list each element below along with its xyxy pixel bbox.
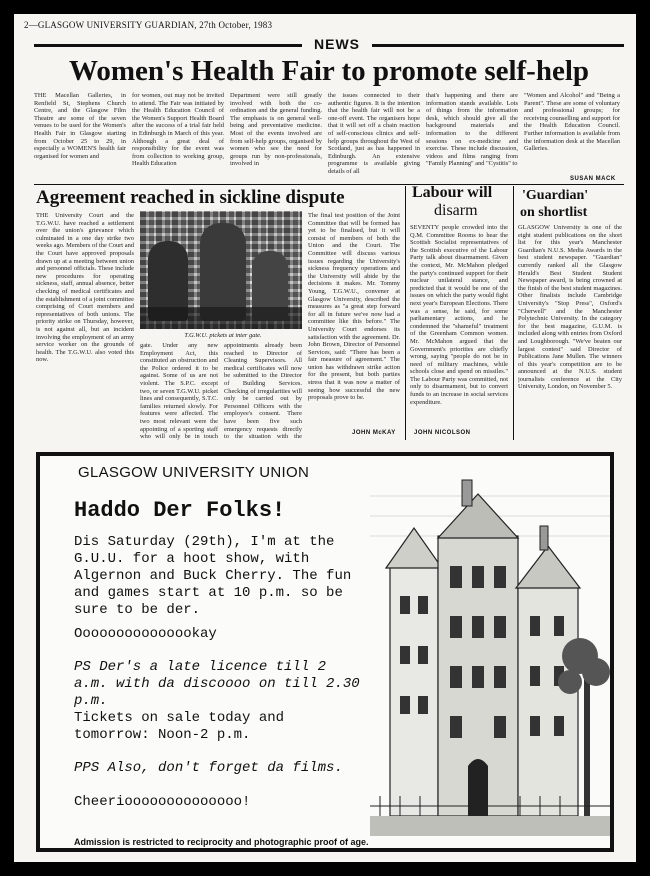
masthead: 2—GLASGOW UNIVERSITY GUARDIAN, 27th October, 1983 bbox=[24, 20, 273, 30]
union-building-illustration bbox=[370, 476, 610, 836]
section-rule-left bbox=[34, 44, 302, 47]
section-bar bbox=[34, 36, 624, 52]
labour-headline-line1: Labour will bbox=[412, 184, 493, 201]
sickline-column-4: The final test position of the Joint Committee that will be formed has yet to be finalised, but it will consist of members of both the Union and the Court. The Committee will discuss various issues regarding the University's sickness frequency operations and the University will abide by the decisions it makes. Mr. Tommy Young, T.G.W.U., convener at Glasgow University, described the measures as "a great step forward for all in future we've now had a committee like this before." The University Court endorses its satisfaction with the agreement. Dr. John Brown, Director of Personnel Services, said: "There has been a fair measure of agreement." The union has withdrawn strike action for the present, but both parties stress that it was now a matter of seeing how successful the new proposals prove to be. bbox=[308, 212, 400, 402]
sickline-column-2: gate. Under any new Employment Act, this constituted an obstruction and the Police ordered it to be against. Some of us are not violent. The S.P.C. except two, or seven T.G.W.U. picket lines and consequently, S.T.C. families returned slowly. For features were affected. The two most relevant were the appointing of a sporting staff who will only be in touch bbox=[140, 342, 218, 440]
divider bbox=[34, 184, 624, 185]
ad-paragraph-1: Dis Saturday (29th), I'm at the G.U.U. for a hoot show, with Algernon and Buck Cherry. The fun and games start at 10 p.m. so be sure to be der. bbox=[74, 534, 352, 618]
sickline-column-3: appointments already been reached to Director of Cleaning Supervisors. All medical certificates will now be submitted to the Director of Building Services. Checking of irregularities will only be carried out by Personnel Officers with the employee's consent. There have been five such emergency requests directly to the situation with the bbox=[224, 342, 302, 440]
union-advertisement bbox=[36, 452, 614, 852]
guardian-body: GLASGOW University is one of the eight student publications on the short list for this year's Manchester Guardian's N.U.S. Media Awards in the best student newspaper. "Guardian" currently ranked all the Glasgow Herald's Best Student Student Newspaper award, is being crowned at the finish of the best student magazines. Other finalists include Cambridge University's "Stop Press", Oxford's "Cherwell" and the Manchester Polytechnic University. In the category for the best magazine, G.U.M. is included along with entries from Oxford and Loughborough. "We've beaten our largest contest" said Director of Publications Jane Mullen. The winners of this year's competition are to be announced at the N.U.S. student journalists conference at the City University, London, on November 5. bbox=[518, 224, 622, 391]
newspaper-page bbox=[14, 14, 636, 862]
lead-column-1: THE Macellan Galleries, in Renfield St, Stephens Church Centre, and the Glasgow Film Theatre are some of the seven venues to be used for the Women's Health Fair in Glasgow starting from October 25 to 29, in especially a WOMEN'S health fair organised for women and bbox=[34, 92, 126, 160]
guardian-headline-line1: 'Guardian' bbox=[522, 188, 589, 203]
sickline-column-1: THE University Court and the T.G.W.U. have reached a settlement over the union's grievance which culminated in a one day strike two weeks ago. Members of the Court and the Court have approved proposals drawn up at a meeting between union and personnel officials. These include new procedures for operating sickness, staff, annual absence, better checking of medical certificates and the establishment of a joint committee comprising of Court members and representatives of both unions. The priority strike on Thursday, however, is not against all, but an incident involving the employment of an army service worker on the grounds of health. The T.G.W.U. also voted this now. bbox=[36, 212, 134, 364]
lead-column-3: Department were still greatly involved with both the co-ordination and the general funding. The emphasis is on general well-being and preventative medicine. Most of the events involved are from self-help groups, organised by women who see the need for groups run by non-professionals, involved in bbox=[230, 92, 322, 168]
ad-organisation: GLASGOW UNIVERSITY UNION bbox=[78, 464, 310, 481]
photo-caption: T.G.W.U. pickets at inter gate. bbox=[184, 332, 262, 339]
lead-column-6: "Women and Alcohol" and "Being a Parent". These are some of voluntary and professional groups; for receiving counselling and support for the Health Education Council. Further information is available from the information desk at the Macellan Galleries. bbox=[524, 92, 620, 153]
ad-footer: Admission is restricted to reciprocity and photographic proof of age. bbox=[74, 837, 369, 847]
divider bbox=[513, 186, 514, 440]
labour-byline: JOHN NICOLSON bbox=[414, 430, 471, 436]
ad-paragraph-5: PPS Also, don't forget da films. bbox=[74, 760, 343, 776]
ad-paragraph-6: Cheerioooooooooooooo! bbox=[74, 794, 251, 810]
lead-headline: Women's Health Fair to promote self-help bbox=[68, 55, 590, 87]
guardian-headline-line2: on shortlist bbox=[520, 205, 588, 220]
sickline-headline: Agreement reached in sickline dispute bbox=[36, 187, 345, 208]
section-rule-right bbox=[372, 44, 624, 47]
ad-paragraph-2: Ooooooooooooookay bbox=[74, 626, 217, 642]
labour-body: SEVENTY people crowded into the Q.M. Committee Rooms to hear the Scottish Socialist representatives of the Scottish executive of the Labour Party talk about disarmament. Given the context, Mr. McMahon pledged the party's continued support for their nuclear unilateral stance, and predicted that it would be one of the issues on which the party would fight next year's European Elections. There was a sense, he said, for some parliamentary actions, and he condemned the "shameful" treatment of the Greenham Common women. Mr. McMahon argued that the Government's priorities are chiefly wrong, saying "people do not be in need of military machines, while schools close and spend on missiles." The Labour Party was committed, not only to disarmament, but to convert funds to an increase in social services expenditure. bbox=[410, 224, 508, 406]
lead-column-5: that's happening and there are information stands available. Lots of things from the information desk, which should give all the background materials and information to the different sessions on ex-medicine and exercise. These include discussion, videos and films ranging from "Family Planning" and "Cystitis" to bbox=[426, 92, 518, 168]
lead-byline: SUSAN MACK bbox=[570, 176, 616, 182]
labour-headline-line2: disarm bbox=[434, 202, 478, 219]
lead-column-2: for women, out may not be invited to attend. The Fair was initiated by the Health Education Council of the Women's Support Health Board after the success of a trial fair held in Edinburgh in March of this year. Although a great deal of responsibility for the event was from collection to working group, Health Education bbox=[132, 92, 224, 168]
sickline-byline: JOHN McKAY bbox=[352, 430, 396, 436]
ad-title: Haddo Der Folks! bbox=[74, 498, 286, 523]
section-label: NEWS bbox=[314, 36, 360, 52]
lead-column-4: the issues connected to their authentic figures. It is the intention that the health fair will not be a one-off event. The organisers hope that it will set off a chain reaction of self-conscious clinics and self-help groups throughout the West of Scotland, just as has happened in Edinburgh. An extensive programme is available giving details of all bbox=[328, 92, 420, 175]
ad-paragraph-3: PS Der's a late licence till 2 a.m. with da discoooo on till 2.30 p.m. bbox=[74, 659, 360, 709]
ad-paragraph-4: Tickets on sale today and tomorrow: Noon-2 p.m. bbox=[74, 710, 285, 743]
pickets-photo bbox=[140, 211, 302, 329]
divider bbox=[405, 186, 406, 440]
